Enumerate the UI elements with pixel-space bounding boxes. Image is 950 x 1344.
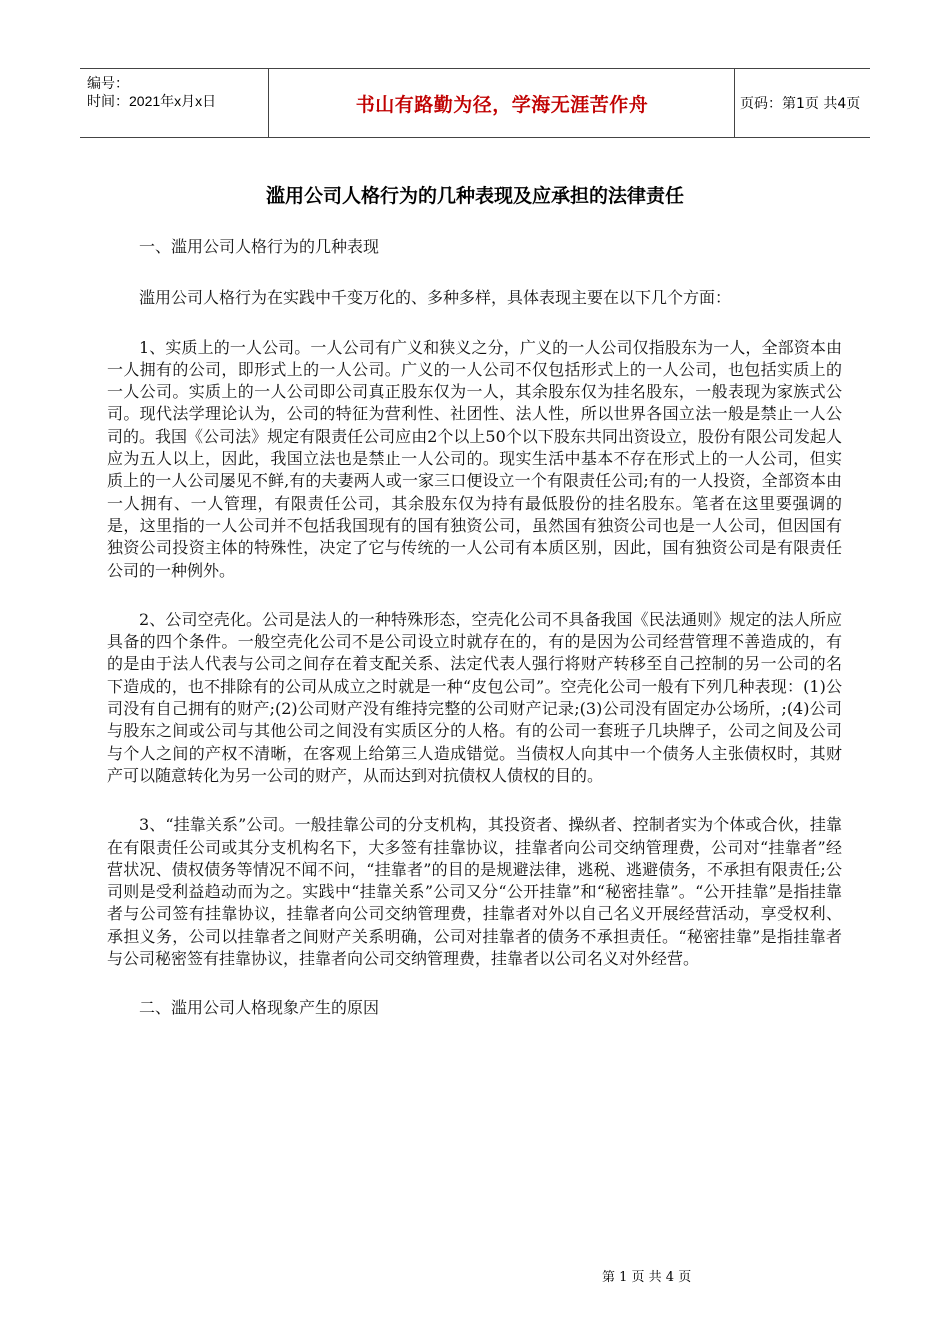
document-time-label: 时间：2021年x月x日: [87, 93, 217, 109]
paragraph-one-person-company: 1、实质上的一人公司。一人公司有广义和狭义之分，广义的一人公司仅指股东为一人，全部资本由一人拥有的公司，即形式上的一人公司。广义的一人公司不仅包括形式上的一人公司，也包括实质上的一人公司。实质上的一人公司即公司真正股东仅为一人，其余股东仅为挂名股东，一般表现为家族式公司。现代法学理论认为，公司的特征为营利性、社团性、法人性，所以世界各国立法一般是禁止一人公司的。我国《公司法》规定有限责任公司应由2个以上50个以下股东共同出资设立，股份有限公司发起人应为五人以上，因此，我国立法也是禁止一人公司的。现实生活中基本不存在形式上的一人公司，但实质上的一人公司屡见不鲜,有的夫妻两人或一家三口便设立一个有限责任公司;有的一人投资，全部资本由一人拥有、一人管理，有限责任公司，其余股东仅为持有最低股份的挂名股东。笔者在这里要强调的是，这里指的一人公司并不包括我国现有的国有独资公司，虽然国有独资公司也是一人公司，但因国有独资公司投资主体的特殊性，决定了它与传统的一人公司有本质区别，因此，国有独资公司是有限责任公司的一种例外。: [107, 337, 842, 580]
document-title: 滥用公司人格行为的几种表现及应承担的法律责任: [265, 185, 684, 207]
header-divider-left: [268, 69, 269, 137]
page-footer: 第 1 页 共 4 页: [602, 1270, 692, 1285]
header-meta: [87, 74, 267, 110]
document-body: [107, 236, 842, 1049]
paragraph-affiliated-company: 3、“挂靠关系”公司。一般挂靠公司的分支机构，其投资者、操纵者、控制者实为个体或合伙，挂靠在有限责任公司或其分支机构名下，大多签有挂靠协议，挂靠者向公司交纳管理费，公司对“挂靠者”经营状况、债权债务等情况不闻不问，“挂靠者”的目的是规避法律，逃税、逃避债务，不承担有限责任;公司则是受利益趋动而为之。实践中“挂靠关系”公司又分“公开挂靠”和“秘密挂靠”。“公开挂靠”是指挂靠者与公司签有挂靠协议，挂靠者向公司交纳管理费，挂靠者对外以自己名义开展经营活动，享受权利、承担义务，公司以挂靠者之间财产关系明确，公司对挂靠者的债务不承担责任。“秘密挂靠”是指挂靠者与公司秘密签有挂靠协议，挂靠者向公司交纳管理费，挂靠者以公司名义对外经营。: [107, 815, 842, 969]
header-motto: 书山有路勤为径，学海无涯苦作舟: [355, 93, 649, 116]
page-header: [80, 68, 870, 138]
section-heading-1: 一、滥用公司人格行为的几种表现: [139, 237, 380, 256]
header-divider-right: [734, 69, 735, 137]
document-number-label: 编号：: [87, 75, 129, 91]
paragraph-shell-company: 2、公司空壳化。公司是法人的一种特殊形态，空壳化公司不具备我国《民法通则》规定的法人所应具备的四个条件。一般空壳化公司不是公司设立时就存在的，有的是因为公司经营管理不善造成的，有的是由于法人代表与公司之间存在着支配关系、法定代表人强行将财产转移至自己控制的另一公司的名下造成的，也不排除有的公司从成立之时就是一种“皮包公司”。空壳化公司一般有下列几种表现：(1)公司没有自己拥有的财产;(2)公司财产没有维持完整的公司财产记录;(3)公司没有固定办公场所，;(4)公司与股东之间或公司与其他公司之间没有实质区分的人格。有的公司一套班子几块牌子，公司之间及公司与个人之间的产权不清晰，在客观上给第三人造成错觉。当债权人向其中一个债务人主张债权时，其财产可以随意转化为另一公司的财产，从而达到对抗债权人债权的目的。: [107, 609, 842, 785]
intro-paragraph: 滥用公司人格行为在实践中千变万化的、多种多样，具体表现主要在以下几个方面：: [139, 288, 732, 308]
section-heading-2: 二、滥用公司人格现象产生的原因: [139, 998, 380, 1018]
header-page-info: 页码：第1页 共4页: [740, 96, 861, 112]
